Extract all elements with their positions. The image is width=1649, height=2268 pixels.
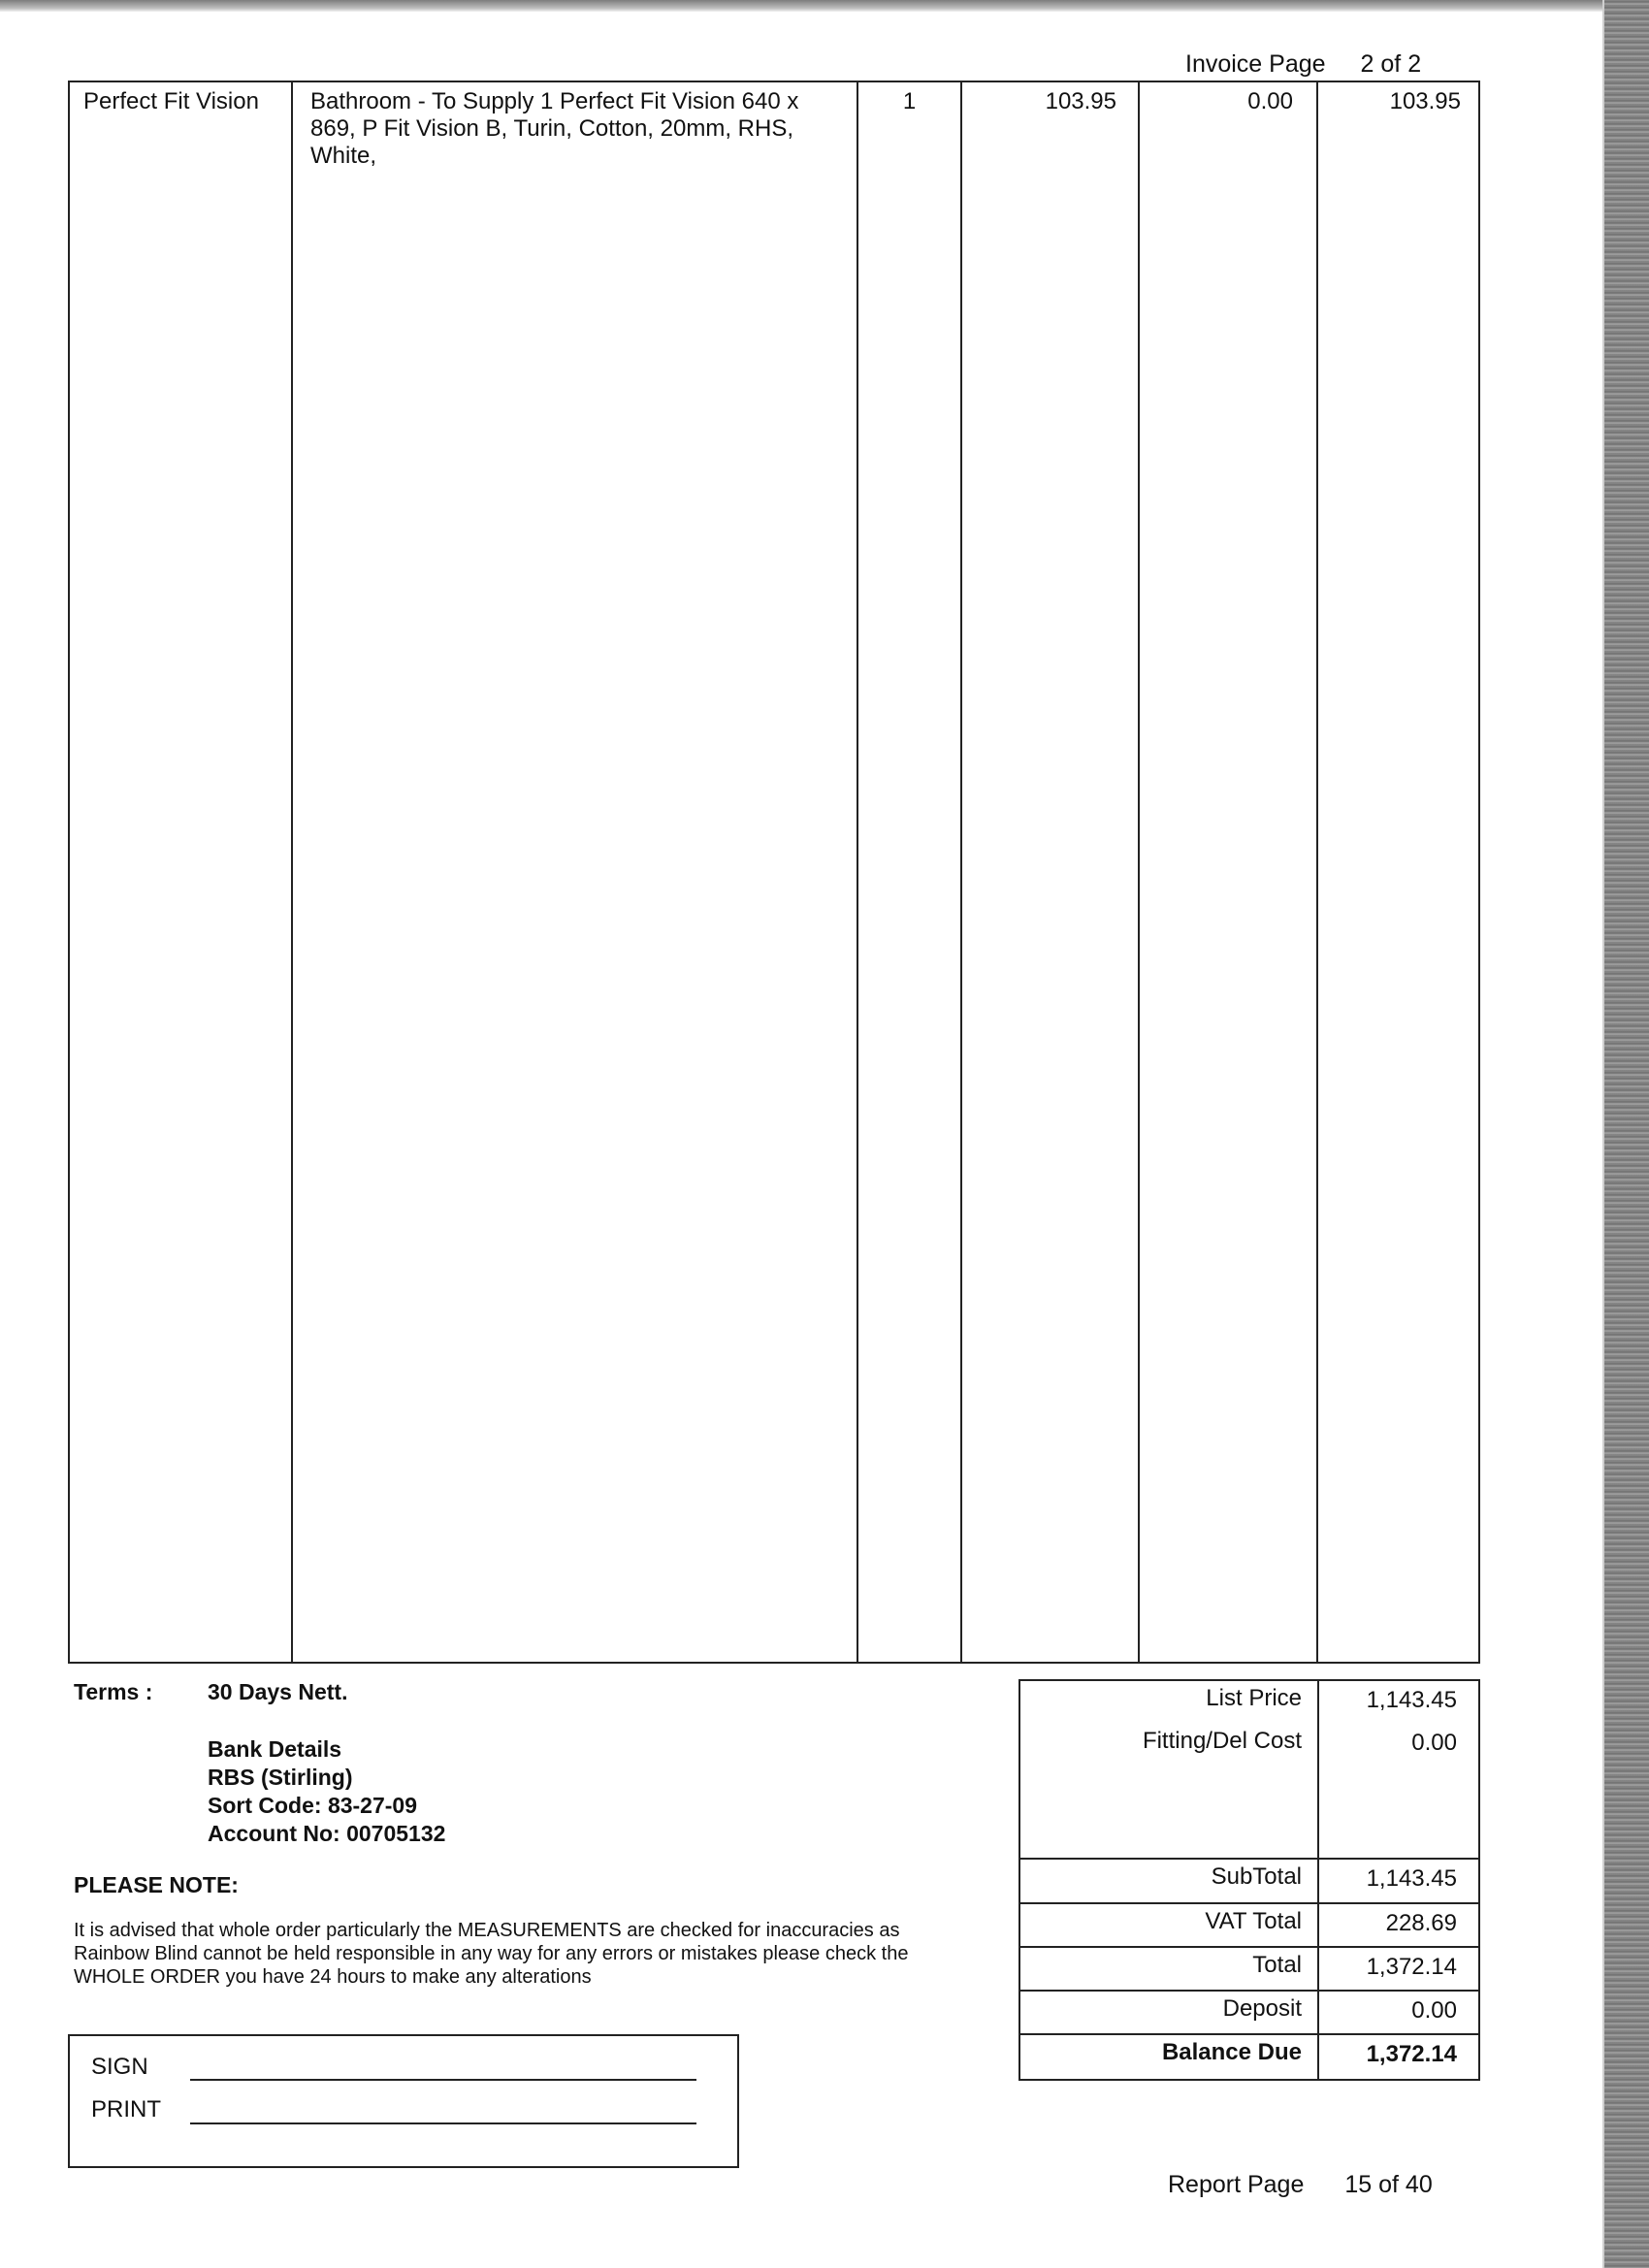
price-cell: 103.95 bbox=[962, 82, 1140, 1662]
vat-label: VAT Total bbox=[1205, 1908, 1302, 1934]
report-page-indicator bbox=[1168, 2171, 1433, 2199]
payment-terms bbox=[74, 1679, 347, 1705]
bank-heading: Bank Details bbox=[208, 1736, 342, 1762]
bank-name: RBS (Stirling) bbox=[208, 1765, 353, 1790]
balance-due-value: 1,372.14 bbox=[1366, 2041, 1457, 2067]
total-value: 1,372.14 bbox=[1366, 1954, 1457, 1980]
bank-details bbox=[208, 1735, 445, 1848]
deposit-row bbox=[1020, 1990, 1478, 2034]
list-price-label: List Price bbox=[1206, 1685, 1302, 1711]
product-cell: Perfect Fit Vision bbox=[70, 82, 293, 1662]
total-label: Total bbox=[1252, 1952, 1302, 1978]
discount-cell: 0.00 bbox=[1140, 82, 1318, 1662]
sign-label: SIGN bbox=[91, 2054, 148, 2080]
list-price-value: 1,143.45 bbox=[1366, 1687, 1457, 1713]
deposit-value: 0.00 bbox=[1411, 1997, 1457, 2024]
fitting-value: 0.00 bbox=[1411, 1730, 1457, 1756]
subtotal-row bbox=[1020, 1858, 1478, 1902]
print-label: PRINT bbox=[91, 2096, 161, 2122]
sign-line bbox=[190, 2079, 696, 2081]
list-price-row bbox=[1020, 1681, 1478, 1724]
description-cell: Bathroom - To Supply 1 Perfect Fit Vision 640 x 869, P Fit Vision B, Turin, Cotton, 20mm, RHS, White, bbox=[293, 82, 858, 1662]
invoice-page-number: 2 of 2 bbox=[1360, 50, 1422, 78]
scan-top-edge bbox=[0, 0, 1649, 12]
scan-right-edge bbox=[1602, 0, 1649, 2268]
vat-value: 228.69 bbox=[1385, 1910, 1457, 1936]
line-items-table bbox=[68, 81, 1480, 1664]
fitting-label: Fitting/Del Cost bbox=[1142, 1728, 1302, 1754]
fitting-row bbox=[1020, 1724, 1478, 1766]
quantity-cell: 1 bbox=[858, 82, 962, 1662]
balance-due-label: Balance Due bbox=[1161, 2039, 1302, 2065]
line-total-cell: 103.95 bbox=[1389, 88, 1461, 114]
please-note-heading: PLEASE NOTE: bbox=[74, 1872, 239, 1897]
report-page-label: Report Page bbox=[1168, 2171, 1305, 2198]
totals-box bbox=[1018, 1679, 1480, 2081]
subtotal-value: 1,143.45 bbox=[1366, 1865, 1457, 1892]
deposit-label: Deposit bbox=[1222, 1995, 1302, 2022]
terms-label: Terms : bbox=[74, 1679, 153, 1704]
total-row bbox=[1020, 1946, 1478, 1991]
balance-due-row bbox=[1020, 2033, 1478, 2078]
print-line bbox=[190, 2122, 696, 2124]
signature-box bbox=[68, 2034, 739, 2168]
subtotal-label: SubTotal bbox=[1211, 1863, 1302, 1890]
account-number: Account No: 00705132 bbox=[208, 1821, 446, 1846]
vat-row bbox=[1020, 1902, 1478, 1947]
report-page-number: 15 of 40 bbox=[1344, 2171, 1433, 2198]
invoice-page-indicator bbox=[1185, 50, 1421, 79]
please-note-text: It is advised that whole order particularly the MEASUREMENTS are checked for inaccuracies as Rainbow Blind cannot be held responsible in any way for any errors or mistakes please check the WHOLE ORDER you have 24 hours to make any alterations bbox=[74, 1920, 909, 1988]
sort-code: Sort Code: 83-27-09 bbox=[208, 1793, 418, 1818]
invoice-page-label: Invoice Page bbox=[1185, 50, 1326, 78]
terms-value: 30 Days Nett. bbox=[208, 1679, 348, 1704]
